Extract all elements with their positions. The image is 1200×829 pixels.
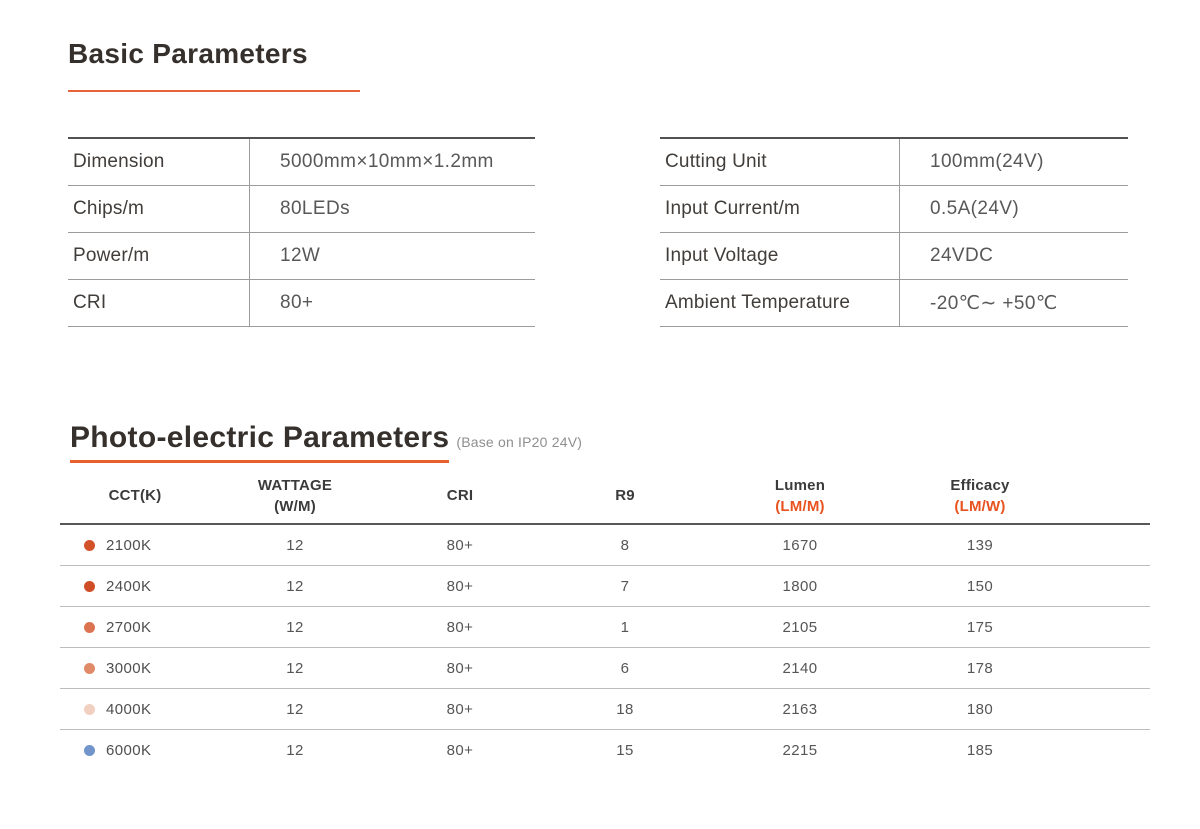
wattage-cell: 12	[286, 700, 304, 718]
lumen-cell: 1670	[782, 536, 818, 554]
row-label: Power/m	[68, 233, 250, 279]
cct-color-dot	[84, 622, 95, 633]
table-row	[60, 566, 1150, 607]
table-row	[660, 233, 1128, 280]
row-value: -20℃∼ +50℃	[930, 292, 1058, 314]
column-header-wattage	[258, 475, 332, 517]
cct-label: 6000K	[106, 742, 152, 759]
lumen-cell: 2215	[782, 742, 818, 759]
cct-label: 3000K	[106, 659, 152, 677]
lumen-cell: 2105	[782, 618, 818, 636]
column-header-lumen-line1: Lumen	[774, 476, 826, 494]
column-header-efficacy	[950, 475, 1009, 517]
table-row	[68, 280, 535, 327]
r9-cell: 7	[620, 577, 630, 595]
row-label: CRI	[68, 280, 250, 326]
table-row	[60, 525, 1150, 566]
row-label: Input Current/m	[660, 186, 900, 232]
cct-color-dot	[84, 663, 95, 674]
r9-cell: 15	[616, 742, 634, 759]
basic-parameters-heading	[68, 38, 360, 92]
efficacy-cell: 139	[966, 536, 994, 554]
column-header-efficacy-line2: (LM/W)	[954, 497, 1006, 515]
cct-cell	[60, 660, 151, 677]
efficacy-cell: 180	[966, 700, 994, 718]
efficacy-cell: 185	[966, 742, 994, 759]
cct-cell	[60, 537, 151, 554]
column-header-cct: CCT(K)	[108, 487, 162, 504]
cct-label: 2700K	[106, 618, 152, 636]
basic-parameters-title: Basic Parameters	[68, 38, 308, 69]
efficacy-cell: 175	[966, 618, 994, 636]
photo-electric-heading	[70, 421, 582, 463]
cct-label: 2400K	[106, 577, 152, 595]
table-row	[60, 648, 1150, 689]
table-row	[68, 186, 535, 233]
cct-label: 2100K	[106, 536, 152, 554]
row-label: Dimension	[68, 139, 250, 185]
row-value: 24VDC	[930, 245, 994, 266]
row-label: Input Voltage	[660, 233, 900, 279]
photo-electric-title: Photo-electric Parameters	[70, 421, 449, 463]
table-row	[60, 730, 1150, 771]
r9-cell: 8	[620, 536, 630, 554]
wattage-cell: 12	[286, 742, 304, 759]
column-header-lumen	[775, 475, 825, 517]
table-row	[68, 233, 535, 280]
cct-cell	[60, 578, 151, 595]
photo-electric-subtitle: (Base on IP20 24V)	[456, 434, 583, 450]
cct-color-dot	[84, 704, 95, 715]
row-value: 0.5A(24V)	[930, 198, 1020, 219]
table-row	[660, 280, 1128, 327]
lumen-cell: 2140	[782, 659, 818, 677]
cri-cell: 80+	[446, 659, 474, 677]
cct-cell	[60, 701, 151, 718]
row-value: 100mm(24V)	[930, 151, 1044, 172]
table-row	[60, 607, 1150, 648]
table-row	[68, 139, 535, 186]
basic-title-underline	[68, 90, 360, 92]
wattage-cell: 12	[286, 536, 304, 554]
column-header-r9: R9	[615, 487, 635, 504]
lumen-cell: 2163	[782, 700, 818, 718]
basic-parameters-table-left	[68, 137, 535, 327]
photo-electric-table	[60, 468, 1150, 771]
r9-cell: 1	[620, 618, 630, 636]
wattage-cell: 12	[286, 577, 304, 595]
row-label: Chips/m	[68, 186, 250, 232]
row-label: Cutting Unit	[660, 139, 900, 185]
table-row	[60, 689, 1150, 730]
wattage-cell: 12	[286, 618, 304, 636]
cct-label: 4000K	[106, 700, 152, 718]
lumen-cell: 1800	[782, 577, 818, 595]
cri-cell: 80+	[446, 742, 474, 759]
row-value: 80+	[280, 292, 314, 313]
cct-color-dot	[84, 745, 95, 756]
column-header-wattage-line1: WATTAGE	[257, 476, 333, 494]
table-row	[660, 186, 1128, 233]
cct-cell	[60, 619, 151, 636]
cri-cell: 80+	[446, 618, 474, 636]
cct-color-dot	[84, 581, 95, 592]
efficacy-cell: 150	[966, 577, 994, 595]
column-header-wattage-line2: (W/M)	[274, 497, 316, 515]
cct-cell	[60, 742, 151, 759]
row-value: 12W	[280, 245, 321, 266]
table-header-row	[60, 468, 1150, 525]
r9-cell: 18	[616, 700, 634, 718]
row-label: Ambient Temperature	[660, 280, 900, 326]
basic-parameters-table-right	[660, 137, 1128, 327]
r9-cell: 6	[620, 659, 630, 677]
wattage-cell: 12	[286, 659, 304, 677]
row-value: 5000mm×10mm×1.2mm	[280, 151, 494, 172]
column-header-lumen-line2: (LM/M)	[775, 497, 825, 515]
column-header-cri: CRI	[446, 487, 474, 504]
cri-cell: 80+	[446, 577, 474, 595]
table-row	[660, 139, 1128, 186]
efficacy-cell: 178	[966, 659, 994, 677]
cct-color-dot	[84, 540, 95, 551]
cri-cell: 80+	[446, 536, 474, 554]
column-header-efficacy-line1: Efficacy	[950, 476, 1010, 494]
cri-cell: 80+	[446, 700, 474, 718]
row-value: 80LEDs	[280, 198, 350, 219]
